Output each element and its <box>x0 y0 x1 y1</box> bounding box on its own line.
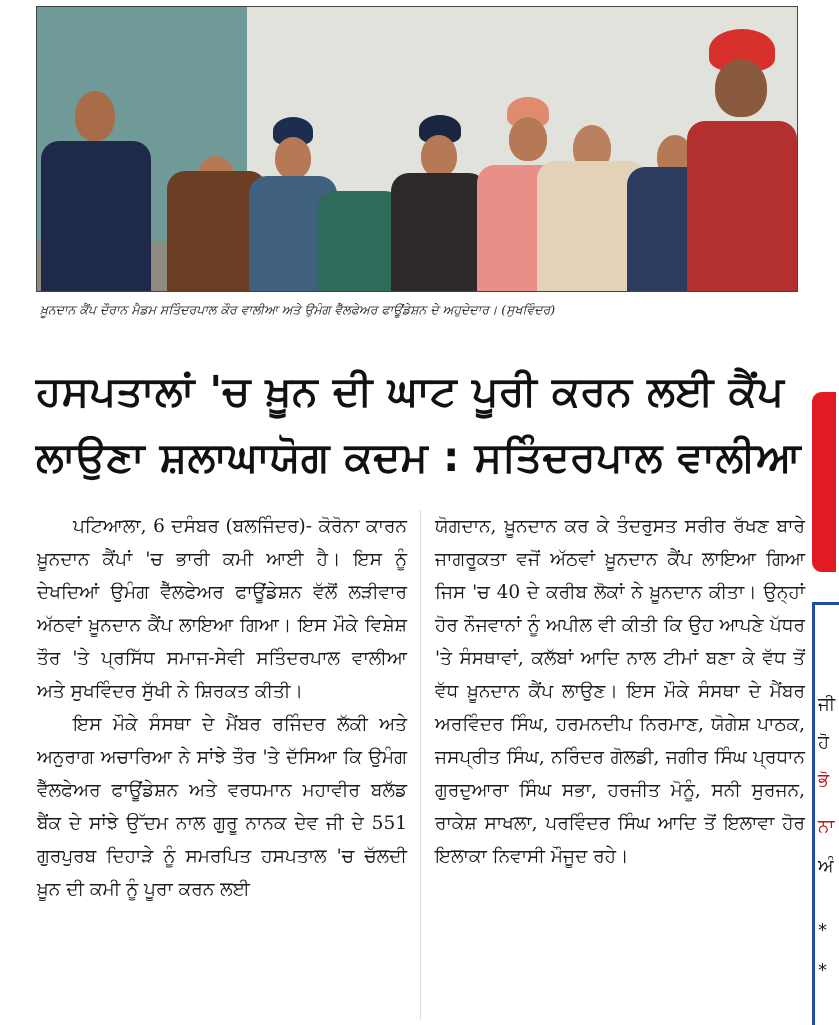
edge-text-fragment: ਜੀ <box>818 694 836 715</box>
edge-text-fragment: * <box>818 960 827 981</box>
article-paragraph-1: ਪਟਿਆਲਾ, 6 ਦਸੰਬਰ (ਬਲਜਿੰਦਰ)- ਕੋਰੋਨਾ ਕਾਰਨ ਖ਼ੂਨਦਾਨ ਕੈਂਪਾਂ 'ਚ ਭਾਰੀ ਕਮੀ ਆਈ ਹੈ। ਇਸ ਨੂੰ ਦੇਖਦਿਆਂ ਉਮੰਗ ਵੈੱਲਫੇਅਰ ਫਾਊਂਡੇਸ਼ਨ ਵੱਲੋਂ ਲੜੀਵਾਰ ਅੱਠਵਾਂ ਖ਼ੂਨਦਾਨ ਕੈਂਪ ਲਾਇਆ ਗਿਆ। ਇਸ ਮੌਕੇ ਵਿਸ਼ੇਸ਼ ਤੌਰ 'ਤੇ ਪ੍ਰਸਿੱਧ ਸਮਾਜ-ਸੇਵੀ ਸਤਿੰਦਰਪਾਲ ਵਾਲੀਆ ਅਤੇ ਸੁਖਵਿੰਦਰ ਸੁੱਖੀ ਨੇ ਸ਼ਿਰਕਤ ਕੀਤੀ। <box>37 516 407 702</box>
headline-line-2: ਲਾਉਣਾ ਸ਼ਲਾਘਾਯੋਗ ਕਦਮ : ਸਤਿੰਦਰਪਾਲ ਵਾਲੀਆ <box>36 433 802 481</box>
person-5 <box>391 61 487 291</box>
headline-line-1: ਹਸਪਤਾਲਾਂ 'ਚ ਖ਼ੂਨ ਦੀ ਘਾਟ ਪੂਰੀ ਕਰਨ ਲਈ ਕੈਂਪ <box>36 367 785 415</box>
column-divider <box>420 510 421 1020</box>
photo-caption: ਖ਼ੂਨਦਾਨ ਕੈਂਪ ਦੌਰਾਨ ਮੈਡਮ ਸਤਿੰਦਰਪਾਲ ਕੌਰ ਵਾਲੀਆ ਅਤੇ ਉਮੰਗ ਵੈੱਲਫੇਅਰ ਫਾਊਂਡੇਸ਼ਨ ਦੇ ਅਹੁਦੇਦਾਰ। (ਸੁਖਵਿੰਦਰ) <box>40 302 556 317</box>
article-column-right <box>435 510 805 873</box>
person-1 <box>41 51 151 291</box>
edge-text-fragment: ਨਾ <box>818 816 835 837</box>
edge-text-fragment: ਹੋ <box>818 732 830 753</box>
article-paragraph-3: ਯੋਗਦਾਨ, ਖ਼ੂਨਦਾਨ ਕਰ ਕੇ ਤੰਦਰੁਸਤ ਸਰੀਰ ਰੱਖਣ ਬਾਰੇ ਜਾਗਰੂਕਤਾ ਵਜੋਂ ਅੱਠਵਾਂ ਖ਼ੂਨਦਾਨ ਕੈਂਪ ਲਾਇਆ ਗਿਆ ਜਿਸ 'ਚ 40 ਦੇ ਕਰੀਬ ਲੋਕਾਂ ਨੇ ਖ਼ੂਨਦਾਨ ਕੀਤਾ। ਉਨ੍ਹਾਂ ਹੋਰ ਨੌਜਵਾਨਾਂ ਨੂੰ ਅਪੀਲ ਵੀ ਕੀਤੀ ਕਿ ਉਹ ਆਪਣੇ ਪੱਧਰ 'ਤੇ ਸੰਸਥਾਵਾਂ, ਕਲੱਬਾਂ ਆਦਿ ਨਾਲ ਟੀਮਾਂ ਬਣਾ ਕੇ ਵੱਧ ਤੋਂ ਵੱਧ ਖ਼ੂਨਦਾਨ ਕੈਂਪ ਲਾਉਣ। ਇਸ ਮੌਕੇ ਸੰਸਥਾ ਦੇ ਮੈਂਬਰ ਅਰਵਿੰਦਰ ਸਿੰਘ, ਹਰਮਨਦੀਪ ਨਿਰਮਾਣ, ਯੋਗੇਸ਼ ਪਾਠਕ, ਜਸਪ੍ਰੀਤ ਸਿੰਘ, ਨਰਿੰਦਰ ਗੋਲਡੀ, ਜਗੀਰ ਸਿੰਘ ਪ੍ਰਧਾਨ ਗੁਰਦੁਆਰਾ ਸਿੰਘ ਸਭਾ, ਹਰਜੀਤ ਮੋਨੂੰ, ਸਨੀ ਸੁਰਜਨ, ਰਾਕੇਸ਼ ਸਾਖਲਾ, ਪਰਵਿੰਦਰ ਸਿੰਘ ਆਦਿ ਤੋਂ ਇਲਾਵਾ ਹੋਰ ਇਲਾਕਾ ਨਿਵਾਸੀ ਮੌਜੂਦ ਰਹੇ। <box>435 516 805 867</box>
adjacent-article-edge <box>806 0 836 1024</box>
headline <box>36 358 806 490</box>
person-9 <box>687 19 797 291</box>
article-column-left <box>37 510 407 906</box>
edge-text-fragment: ਅੰ <box>818 856 834 877</box>
edge-text-fragment: ਭੋ <box>818 770 830 791</box>
news-photo <box>36 6 798 292</box>
article-paragraph-2: ਇਸ ਮੌਕੇ ਸੰਸਥਾ ਦੇ ਮੈਂਬਰ ਰਜਿੰਦਰ ਲੱਕੀ ਅਤੇ ਅਨੁਰਾਗ ਅਚਾਰਿਆ ਨੇ ਸਾਂਝੇ ਤੌਰ 'ਤੇ ਦੱਸਿਆ ਕਿ ਉਮੰਗ ਵੈੱਲਫੇਅਰ ਫਾਊਂਡੇਸ਼ਨ ਅਤੇ ਵਰਧਮਾਨ ਮਹਾਵੀਰ ਬਲੱਡ ਬੈਂਕ ਦੇ ਸਾਂਝੇ ਉੱਦਮ ਨਾਲ ਗੁਰੂ ਨਾਨਕ ਦੇਵ ਜੀ ਦੇ 551 ਗੁਰਪੁਰਬ ਦਿਹਾੜੇ ਨੂੰ ਸਮਰਪਿਤ ਹਸਪਤਾਲ 'ਚ ਚੱਲਦੀ ਖ਼ੂਨ ਦੀ ਕਮੀ ਨੂੰ ਪੂਰਾ ਕਰਨ ਲਈ <box>37 714 407 900</box>
edge-text-fragment: * <box>818 920 827 941</box>
adjacent-red-box <box>812 392 836 572</box>
